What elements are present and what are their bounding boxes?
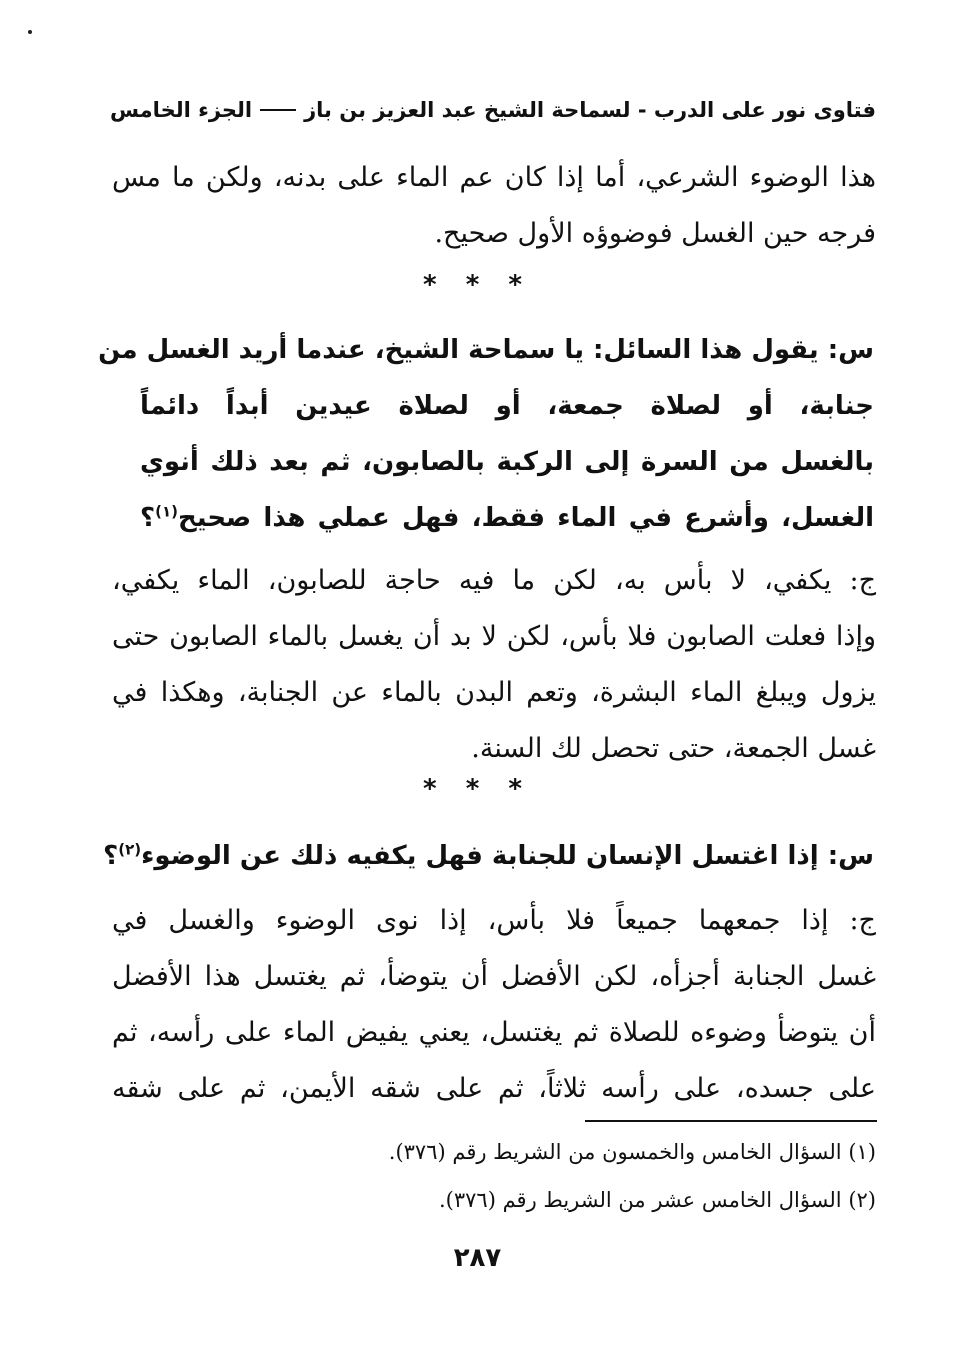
question-mark: ؟: [103, 841, 119, 871]
footnote-rule: [585, 1120, 877, 1122]
paragraph-line: هذا الوضوء الشرعي، أما إذا كان عم الماء على بدنه، ولكن ما مس: [112, 162, 876, 193]
footnote-1: (١) السؤال الخامس والخمسون من الشريط رقم (٣٧٦).: [388, 1140, 876, 1164]
answer-line: ج: إذا جمعهما جميعاً فلا بأس، إذا نوى الوضوء والغسل في: [112, 905, 876, 936]
question-text: س: إذا اغتسل الإنسان للجنابة فهل يكفيه ذلك عن الوضوء: [141, 841, 874, 871]
answer-line: على جسده، على رأسه ثلاثاً، ثم على شقه الأيمن، ثم على شقه: [112, 1073, 876, 1104]
footnote-2: (٢) السؤال الخامس عشر من الشريط رقم (٣٧٦).: [438, 1188, 876, 1212]
question-text: الغسل، وأشرع في الماء فقط، فهل عملي هذا صحيح: [177, 503, 874, 533]
answer-line: يزول ويبلغ الماء البشرة، وتعم البدن بالماء عن الجنابة، وهكذا في: [112, 677, 876, 708]
scan-speck: [28, 30, 32, 34]
running-header: [110, 92, 876, 128]
question-line: جنابة، أو لصلاة جمعة، أو لصلاة عيدين أبداً دائماً: [140, 391, 874, 421]
section-separator: * * *: [423, 270, 532, 300]
answer-line: غسل الجنابة أجزأه، لكن الأفضل أن يتوضأ، ثم يغتسل هذا الأفضل: [112, 961, 876, 992]
paragraph-line: فرجه حين الغسل فوضوؤه الأول صحيح.: [434, 218, 876, 249]
footnote-ref-2[interactable]: (٢): [118, 840, 142, 859]
footnotes: [300, 1128, 876, 1224]
question-line: س: يقول هذا السائل: يا سماحة الشيخ، عندما أريد الغسل من: [98, 335, 874, 365]
question-2: [103, 828, 874, 884]
answer-line: غسل الجمعة، حتى تحصل لك السنة.: [471, 733, 876, 764]
page-number: ٢٨٧: [453, 1243, 502, 1273]
header-book-title: فتاوى نور على الدرب - لسماحة الشيخ عبد العزيز بن باز: [304, 98, 876, 122]
question-line-last: [140, 490, 874, 546]
header-volume: الجزء الخامس: [110, 98, 253, 122]
answer-1: [112, 553, 876, 777]
answer-line: أن يتوضأ وضوءه للصلاة ثم يغتسل، يعني يفيض الماء على رأسه، ثم: [112, 1017, 876, 1048]
section-separator: * * *: [423, 774, 532, 804]
answer-line: ج: يكفي، لا بأس به، لكن ما فيه حاجة للصابون، الماء يكفي،: [112, 565, 876, 596]
question-1: [98, 322, 874, 546]
paragraph-continuation: [112, 150, 876, 262]
question-line: بالغسل من السرة إلى الركبة بالصابون، ثم بعد ذلك أنوي: [140, 447, 874, 477]
question-line-last: [103, 828, 874, 884]
answer-2: [112, 893, 876, 1117]
question-mark: ؟: [140, 503, 156, 533]
header-rule: [260, 109, 296, 111]
answer-line: وإذا فعلت الصابون فلا بأس، لكن لا بد أن يغسل بالماء الصابون حتى: [112, 621, 876, 652]
footnote-ref-1[interactable]: (١): [155, 502, 178, 521]
